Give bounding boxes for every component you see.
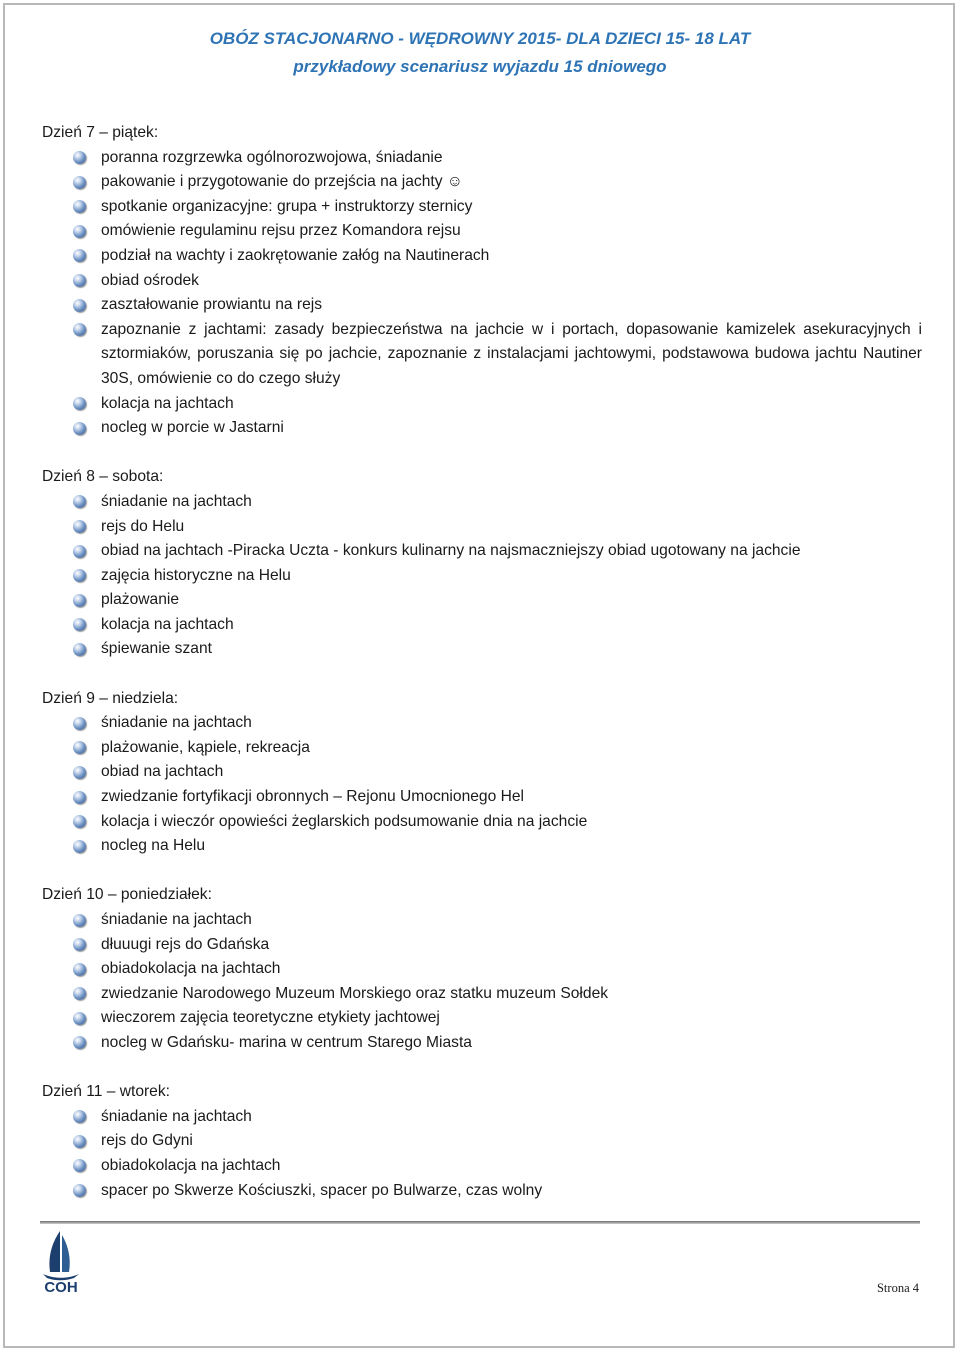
bullet-icon [73, 938, 86, 951]
day-section [42, 465, 922, 662]
list-item [42, 564, 922, 589]
list-item [42, 539, 922, 564]
list-item [42, 170, 922, 195]
list-item [42, 392, 922, 417]
day-section [42, 883, 922, 1055]
list-item [42, 146, 922, 171]
list-item-text: spacer po Skwerze Kościuszki, spacer po Bulwarze, czas wolny [101, 1181, 543, 1199]
bullet-icon [73, 225, 86, 238]
list-item-text: zajęcia historyczne na Helu [101, 566, 291, 584]
list-item-text: śniadanie na jachtach [101, 1107, 252, 1125]
bullet-icon [73, 495, 86, 508]
list-item [42, 219, 922, 244]
day-heading: Dzień 7 – piątek: [42, 124, 159, 141]
list-item-text: śpiewanie szant [101, 640, 212, 658]
list-item-text: dłuuugi rejs do Gdańska [101, 935, 270, 953]
document-subtitle: przykładowy scenariusz wyjazdu 15 dniowego [293, 57, 667, 76]
bullet-icon [73, 594, 86, 607]
list-item-text: plażowanie, kąpiele, rekreacja [101, 738, 310, 756]
list-item-text: kolacja na jachtach [101, 615, 234, 633]
list-item [42, 490, 922, 515]
schedule-content [42, 121, 922, 1228]
list-item-text: plażowanie [101, 591, 180, 609]
footer-divider [40, 1221, 920, 1224]
list-item-text: nocleg na Helu [101, 837, 206, 855]
list-item [42, 933, 922, 958]
list-item [42, 834, 922, 859]
bullet-icon [73, 545, 86, 558]
list-item [42, 1105, 922, 1130]
list-item-text: śniadanie na jachtach [101, 492, 252, 510]
bullet-icon [73, 422, 86, 435]
sail-right-icon [62, 1235, 70, 1272]
bullet-icon [73, 323, 86, 336]
list-item [42, 1154, 922, 1179]
list-item-text: rejs do Gdyni [101, 1132, 193, 1150]
bullet-icon [73, 1184, 86, 1197]
list-item [42, 1006, 922, 1031]
day-heading: Dzień 9 – niedziela: [42, 689, 179, 707]
list-item [42, 982, 922, 1007]
day-section [42, 687, 922, 859]
bullet-icon [73, 1110, 86, 1123]
list-item-text: kolacja na jachtach [101, 394, 234, 412]
list-item [42, 195, 922, 220]
list-item [42, 1179, 922, 1204]
bullet-icon [73, 1159, 86, 1172]
list-item [42, 515, 922, 540]
list-item [42, 711, 922, 736]
list-item [42, 269, 922, 294]
list-item-text: śniadanie na jachtach [101, 714, 252, 732]
list-item [42, 318, 922, 392]
bullet-icon [73, 840, 86, 853]
sail-left-icon [49, 1231, 60, 1272]
day-heading: Dzień 8 – sobota: [42, 468, 164, 486]
list-item-text: zwiedzanie Narodowego Muzeum Morskiego oraz statku muzeum Sołdek [101, 984, 609, 1002]
list-item [42, 588, 922, 613]
list-item-text: spotkanie organizacyjne: grupa + instruktorzy sternicy [101, 197, 473, 215]
bullet-icon [73, 1012, 86, 1025]
list-item-text: śniadanie na jachtach [101, 911, 252, 928]
day-heading: Dzień 10 – poniedziałek: [42, 886, 212, 904]
list-item [42, 244, 922, 269]
bullet-icon [73, 717, 86, 730]
bullet-icon [73, 766, 86, 779]
list-item-text: poranna rozgrzewka ogólnorozwojowa, śniadanie [101, 148, 443, 166]
list-item-text: zwiedzanie fortyfikacji obronnych – Rejonu Umocnionego Hel [101, 788, 524, 806]
list-item-text: obiad na jachtach [101, 763, 224, 781]
list-item-text: obiad ośrodek [101, 271, 199, 289]
list-item-text: obiad na jachtach -Piracka Uczta - konkurs kulinarny na najsmaczniejszy obiad ugotowany na jachcie [101, 542, 801, 560]
document-title: OBÓZ STACJONARNO - WĘDROWNY 2015- DLA DZIECI 15- 18 LAT [209, 29, 751, 48]
coh-logo [38, 1228, 84, 1298]
list-item-text: obiadokolacja na jachtach [101, 1156, 281, 1174]
bullet-icon [73, 963, 86, 976]
day-section [42, 121, 922, 441]
list-item [42, 736, 922, 761]
day-section [42, 1080, 922, 1203]
list-item [42, 810, 922, 835]
list-item-text: nocleg w porcie w Jastarni [101, 419, 284, 437]
list-item [42, 293, 922, 318]
list-item-text: wieczorem zajęcia teoretyczne etykiety jachtowej [101, 1009, 440, 1027]
list-item [42, 908, 922, 933]
bullet-icon [73, 299, 86, 312]
list-item-text: kolacja i wieczór opowieści żeglarskich podsumowanie dnia na jachcie [101, 812, 588, 830]
bullet-icon [73, 151, 86, 164]
bullet-icon [73, 1135, 86, 1148]
bullet-icon [73, 1036, 86, 1049]
list-item [42, 785, 922, 810]
bullet-icon [73, 643, 86, 656]
list-item [42, 416, 922, 441]
bullet-icon [73, 914, 86, 927]
bullet-icon [73, 176, 86, 189]
bullet-icon [73, 249, 86, 262]
bullet-icon [73, 274, 86, 287]
list-item-text: zaształowanie prowiantu na rejs [101, 296, 323, 314]
list-item-text: podział na wachty i zaokrętowanie załóg na Nautinerach [101, 246, 490, 264]
logo-text: COH [44, 1279, 78, 1296]
list-item [42, 613, 922, 638]
list-item [42, 760, 922, 785]
list-item-text: rejs do Helu [101, 517, 185, 535]
list-item [42, 957, 922, 982]
bullet-icon [73, 987, 86, 1000]
bullet-icon [73, 618, 86, 631]
day-heading: Dzień 11 – wtorek: [42, 1083, 170, 1101]
bullet-icon [73, 520, 86, 533]
bullet-icon [73, 791, 86, 804]
list-item-text: omówienie regulaminu rejsu przez Komandora rejsu [101, 222, 461, 240]
bullet-icon [73, 569, 86, 582]
list-item-text: zapoznanie z jachtami: zasady bezpieczeństwa na jachcie w i portach, dopasowanie kamizelek asekuracyjnych i sztormiaków, poruszania się po jachcie, zapoznanie z instalacjami jachtowymi, podstawowa budowa jachtu Nautiner 30S, omówienie co do czego służy [101, 320, 922, 387]
list-item-text: obiadokolacja na jachtach [101, 960, 281, 978]
bullet-icon [73, 200, 86, 213]
list-item [42, 1129, 922, 1154]
list-item [42, 637, 922, 662]
bullet-icon [73, 815, 86, 828]
bullet-icon [73, 741, 86, 754]
list-item-text: pakowanie i przygotowanie do przejścia na jachty ☺ [101, 173, 463, 191]
list-item-text: nocleg w Gdańsku- marina w centrum Starego Miasta [101, 1033, 472, 1051]
bullet-icon [73, 397, 86, 410]
page-number: Strona 4 [876, 1281, 919, 1295]
list-item [42, 1031, 922, 1056]
